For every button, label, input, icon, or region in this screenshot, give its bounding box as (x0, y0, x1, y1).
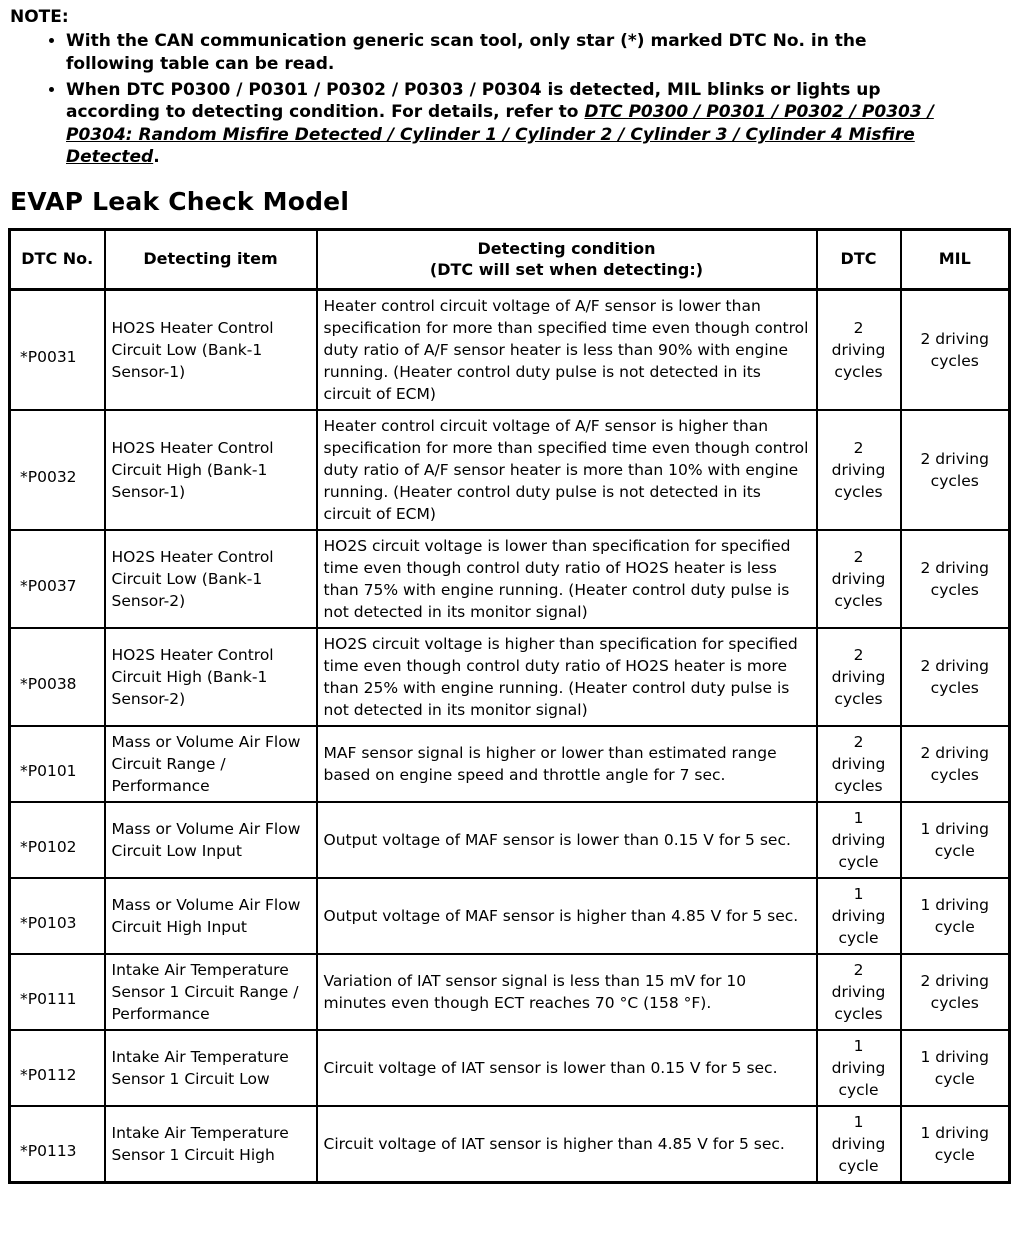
dtc-no-cell: *P0111 (10, 954, 105, 1030)
note-item-2-text: When DTC P0300 / P0301 / P0302 / P0303 / P0304 is detected, MIL blinks or lights up according to detecting condition. For details, refer to (66, 79, 881, 123)
mil-cycles-cell: 2 driving cycles (901, 290, 1010, 411)
table-row (10, 878, 1010, 954)
detecting-condition-cell: Heater control circuit voltage of A/F sensor is lower than specification for more than specified time even though control duty ratio of A/F sensor heater is less than 90% with engine running. (Heater control duty pulse is not detected in its circuit of ECM) (317, 290, 817, 411)
note-item-can-scan-tool (66, 30, 958, 75)
detecting-item-cell: HO2S Heater Control Circuit High (Bank-1 Sensor-2) (105, 628, 317, 726)
table-row (10, 1030, 1010, 1106)
header-mil: MIL (901, 229, 1010, 290)
detecting-item-cell: Intake Air Temperature Sensor 1 Circuit High (105, 1106, 317, 1183)
dtc-no-cell: *P0102 (10, 802, 105, 878)
detecting-item-cell: HO2S Heater Control Circuit Low (Bank-1 Sensor-2) (105, 530, 317, 628)
dtc-cycles-cell: 2 driving cycles (817, 290, 901, 411)
mil-cycles-cell: 2 driving cycles (901, 628, 1010, 726)
detecting-item-cell: HO2S Heater Control Circuit High (Bank-1 Sensor-1) (105, 410, 317, 530)
dtc-no-cell: *P0038 (10, 628, 105, 726)
note-item-2-suffix: . (153, 147, 160, 168)
table-row (10, 1106, 1010, 1183)
page-title: EVAP Leak Check Model (10, 186, 350, 216)
header-detecting-condition-line1: Detecting condition (477, 238, 656, 258)
detecting-item-cell: HO2S Heater Control Circuit Low (Bank-1 Sensor-1) (105, 290, 317, 411)
dtc-table-body (10, 290, 1010, 1183)
detecting-condition-cell: Circuit voltage of IAT sensor is higher than 4.85 V for 5 sec. (317, 1106, 817, 1183)
mil-cycles-cell: 1 driving cycle (901, 1106, 1010, 1183)
note-list (8, 30, 958, 169)
dtc-cycles-cell: 1 driving cycle (817, 1106, 901, 1183)
detecting-item-cell: Mass or Volume Air Flow Circuit Low Input (105, 802, 317, 878)
detecting-condition-cell: MAF sensor signal is higher or lower than estimated range based on engine speed and throttle angle for 7 sec. (317, 726, 817, 802)
dtc-cycles-cell: 2 driving cycles (817, 954, 901, 1030)
dtc-cycles-cell: 1 driving cycle (817, 878, 901, 954)
header-detecting-item: Detecting item (105, 229, 317, 290)
dtc-no-cell: *P0032 (10, 410, 105, 530)
table-row (10, 410, 1010, 530)
dtc-cycles-cell: 1 driving cycle (817, 802, 901, 878)
dtc-misfire-reference-link[interactable]: DTC P0300 / P0301 / P0302 / P0303 / P0304: Random Misfire Detected / Cylinder 1 / Cylinder 2 / Cylinder 3 / Cylinder 4 Misfire Detected (66, 102, 934, 168)
mil-cycles-cell: 2 driving cycles (901, 726, 1010, 802)
mil-cycles-cell: 1 driving cycle (901, 802, 1010, 878)
table-row (10, 530, 1010, 628)
detecting-condition-cell: Heater control circuit voltage of A/F sensor is higher than specification for more than specified time even though control duty ratio of A/F sensor heater is more than 10% with engine running. (Heater control duty pulse is not detected in its circuit of ECM) (317, 410, 817, 530)
header-dtc: DTC (817, 229, 901, 290)
header-dtc-no: DTC No. (10, 229, 105, 290)
detecting-item-cell: Mass or Volume Air Flow Circuit High Input (105, 878, 317, 954)
dtc-cycles-cell: 1 driving cycle (817, 1030, 901, 1106)
dtc-no-cell: *P0103 (10, 878, 105, 954)
dtc-cycles-cell: 2 driving cycles (817, 628, 901, 726)
note-section (8, 6, 1012, 169)
dtc-no-cell: *P0037 (10, 530, 105, 628)
dtc-cycles-cell: 2 driving cycles (817, 530, 901, 628)
dtc-cycles-cell: 2 driving cycles (817, 726, 901, 802)
mil-cycles-cell: 1 driving cycle (901, 1030, 1010, 1106)
detecting-item-cell: Mass or Volume Air Flow Circuit Range / Performance (105, 726, 317, 802)
note-item-1-text: With the CAN communication generic scan tool, only star (*) marked DTC No. in the following table can be read. (66, 31, 867, 74)
dtc-cycles-cell: 2 driving cycles (817, 410, 901, 530)
detecting-condition-cell: HO2S circuit voltage is lower than specification for specified time even though control duty ratio of HO2S heater is less than 75% with engine running. (Heater control duty pulse is not detected in its monitor signal) (317, 530, 817, 628)
mil-cycles-cell: 1 driving cycle (901, 878, 1010, 954)
mil-cycles-cell: 2 driving cycles (901, 410, 1010, 530)
table-row (10, 954, 1010, 1030)
table-row (10, 628, 1010, 726)
dtc-table-header (10, 229, 1010, 290)
detecting-condition-cell: HO2S circuit voltage is higher than specification for specified time even though control duty ratio of HO2S heater is more than 25% with engine running. (Heater control duty pulse is not detected in its monitor signal) (317, 628, 817, 726)
detecting-item-cell: Intake Air Temperature Sensor 1 Circuit Range / Performance (105, 954, 317, 1030)
dtc-no-cell: *P0031 (10, 290, 105, 411)
detecting-item-cell: Intake Air Temperature Sensor 1 Circuit Low (105, 1030, 317, 1106)
detecting-condition-cell: Output voltage of MAF sensor is higher than 4.85 V for 5 sec. (317, 878, 817, 954)
header-row (10, 229, 1010, 290)
dtc-no-cell: *P0112 (10, 1030, 105, 1106)
table-row (10, 290, 1010, 411)
header-detecting-condition-line2: (DTC will set when detecting:) (429, 259, 704, 279)
dtc-table (8, 228, 1011, 1185)
note-label: NOTE: (10, 7, 69, 27)
table-row (10, 726, 1010, 802)
header-detecting-condition (317, 229, 817, 290)
detecting-condition-cell: Variation of IAT sensor signal is less than 15 mV for 10 minutes even though ECT reaches 70 °C (158 °F). (317, 954, 817, 1030)
table-row (10, 802, 1010, 878)
detecting-condition-cell: Output voltage of MAF sensor is lower than 0.15 V for 5 sec. (317, 802, 817, 878)
dtc-no-cell: *P0101 (10, 726, 105, 802)
mil-cycles-cell: 2 driving cycles (901, 530, 1010, 628)
detecting-condition-cell: Circuit voltage of IAT sensor is lower than 0.15 V for 5 sec. (317, 1030, 817, 1106)
mil-cycles-cell: 2 driving cycles (901, 954, 1010, 1030)
dtc-no-cell: *P0113 (10, 1106, 105, 1183)
note-item-misfire-dtc (66, 79, 958, 169)
